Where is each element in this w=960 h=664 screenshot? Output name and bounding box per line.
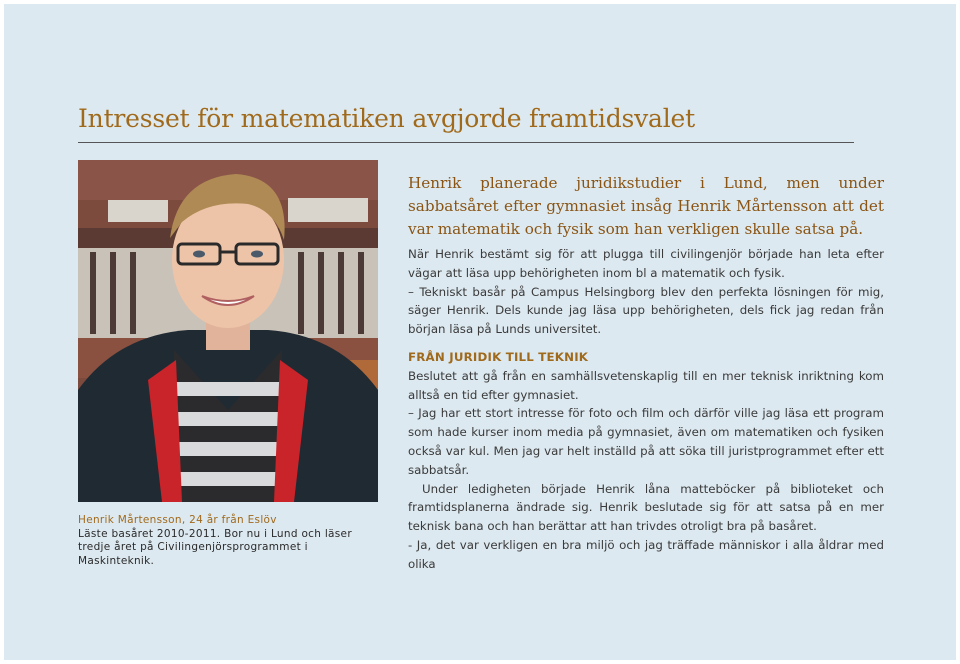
title-divider <box>78 142 854 143</box>
photo-caption <box>78 514 378 568</box>
body-paragraph: - Ja, det var verkligen en bra miljö och jag träffade människor i alla åldrar med olika <box>408 537 884 571</box>
body-paragraph: – Tekniskt basår på Campus Helsingborg blev den perfekta lösningen för mig, säger Henrik. Dels kunde jag läsa upp behörigheten, dels fick jag redan från början läsa på Lunds universitet. <box>408 284 884 337</box>
portrait-illustration <box>78 160 378 502</box>
article-body <box>408 172 884 574</box>
caption-text: Läste basåret 2010-2011. Bor nu i Lund och läser tredje året på Civilingenjörsprogrammet i Maskinteknik. <box>78 527 352 567</box>
body-paragraph: Beslutet att gå från en samhällsvetenskaplig till en mer teknisk inriktning kom alltså en tid efter gymnasiet. <box>408 368 884 402</box>
body-paragraph: – Jag har ett stort intresse för foto och film och därför ville jag läsa ett program som hade kurser inom media på gymnasiet, även om matematiken och fysiken också var kul. Men jag var helt inställd på att söka till juristprogrammet efter ett sabbatsår. <box>408 406 884 477</box>
lead-paragraph: Henrik planerade juridikstudier i Lund, men under sabbatsåret efter gymnasiet insåg Henrik Mårtensson att det var matematik och fysik som han verkligen skulle satsa på. <box>408 174 884 238</box>
portrait-photo <box>78 160 378 502</box>
body-paragraph: Under ledigheten började Henrik låna matteböcker på biblioteket och framtidsplanerna ändrade sig. Henrik beslutade sig för att satsa på en mer teknisk bana och han berättar att han trivdes otroligt bra på basåret. <box>408 481 884 534</box>
body-paragraph: När Henrik bestämt sig för att plugga till civilingenjör började han leta efter vägar att läsa upp behörigheten inom bl a matematik och fysik. <box>408 247 884 280</box>
article-title: Intresset för matematiken avgjorde framtidsvalet <box>78 104 695 133</box>
caption-name: Henrik Mårtensson, 24 år från Eslöv <box>78 514 277 526</box>
section-heading: FRÅN JURIDIK TILL TEKNIK <box>408 349 589 364</box>
